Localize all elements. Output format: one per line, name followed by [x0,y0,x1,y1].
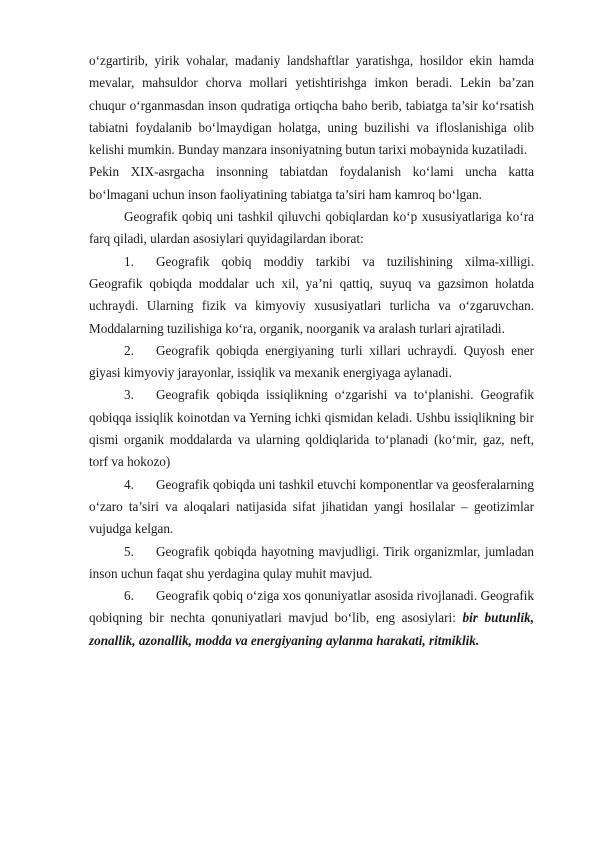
list-item-number: 2. [124,342,134,358]
list-item-3 [89,384,534,473]
list-item-text: Geografik qobiqda uni tashkil etuvchi komponentlar va geosferalarning o‘zaro ta’siri va aloqalari natijasida sifat jihatidan yangi hosilalar – geotizimlar vujudga kelgan. [89,476,534,537]
list-item-number: 1. [124,253,134,269]
list-item-1 [89,251,534,340]
list-item-4 [89,474,534,541]
list-item-text: Geografik qobiq o‘ziga xos qonuniyatlar asosida rivojlanadi. Geografik qobiqning bir nechta qonuniyatlari mavjud bo‘lib, eng asosiylari: [89,588,534,626]
list-item-text: Geografik qobiq moddiy tarkibi va tuzilishining xilma-xilligi. Geografik qobiqda moddalar uch xil, ya’ni qattiq, suyuq va gazsimon holatda uchraydi. Ularning fizik va kimyoviy xususiyatlari turlicha va o‘zgaruvchan. Moddalarning tuzilishiga ko‘ra, organik, noorganik va aralash turlari ajratiladi. [89,253,534,336]
list-item-number: 4. [124,476,134,492]
emphasized-laws: bir butunlik, zonallik, azonallik, modda va energiyaning aylanma harakati, ritmiklik. [89,610,534,648]
list-item-text: Geografik qobiqda hayotning mavjudligi. Tirik organizmlar, jumladan inson uchun faqat shu yerdagina qulay muhit mavjud. [89,543,534,581]
paragraph-1: o‘zgartirib, yirik vohalar, madaniy landshaftlar yaratishga, hosildor ekin hamda mevalar, mahsuldor chorva mollari yetishtirishga imkon beradi. Lekin ba’zan chuqur o‘rganmasdan inson qudratiga ortiqcha baho berib, tabiatga ta’sir ko‘rsatish tabiatni foydalanib bo‘lmaydigan holatga, uning buzilishi va ifloslanishiga olib kelishi mumkin. Bunday manzara insoniyatning butun tarixi mobaynida kuzatiladi. [89,53,534,158]
list-item-text: Geografik qobiqda energiyaning turli xillari uchraydi. Quyosh ener giyasi kimyoviy jarayonlar, issiqlik va mexanik energiyaga aylanadi. [89,342,534,381]
list-item-text: Geografik qobiqda issiqlikning o‘zgarishi va to‘planishi. Geografik qobiqqa issiqlik koinotdan va Yerning ichki qismidan keladi. Ushbu issiqlikning bir qismi organik moddalarda va ularning qoldiqlarida to‘planadi (ko‘mir, gaz, neft, torf va hokozo) [89,387,534,470]
list-item-number: 6. [124,588,134,604]
list-item-6 [89,585,534,652]
list-item-5 [89,541,534,586]
list-item-number: 3. [124,387,134,403]
list-item-number: 5. [124,543,134,559]
list-item-2 [89,340,534,385]
document-page [89,50,534,652]
paragraph-3: Geografik qobiq uni tashkil qiluvchi qobiqlardan ko‘p xususiyatlariga ko‘ra farq qiladi, ulardan asosiylari quyidagilardan iborat: [89,209,534,247]
paragraph-2: Pekin XIX-asrgacha insonning tabiatdan foydalanish ko‘lami uncha katta bo‘lmagani uchun inson faoliyatining tabiatga ta’siri ham kamroq bo‘lgan. [89,164,534,202]
